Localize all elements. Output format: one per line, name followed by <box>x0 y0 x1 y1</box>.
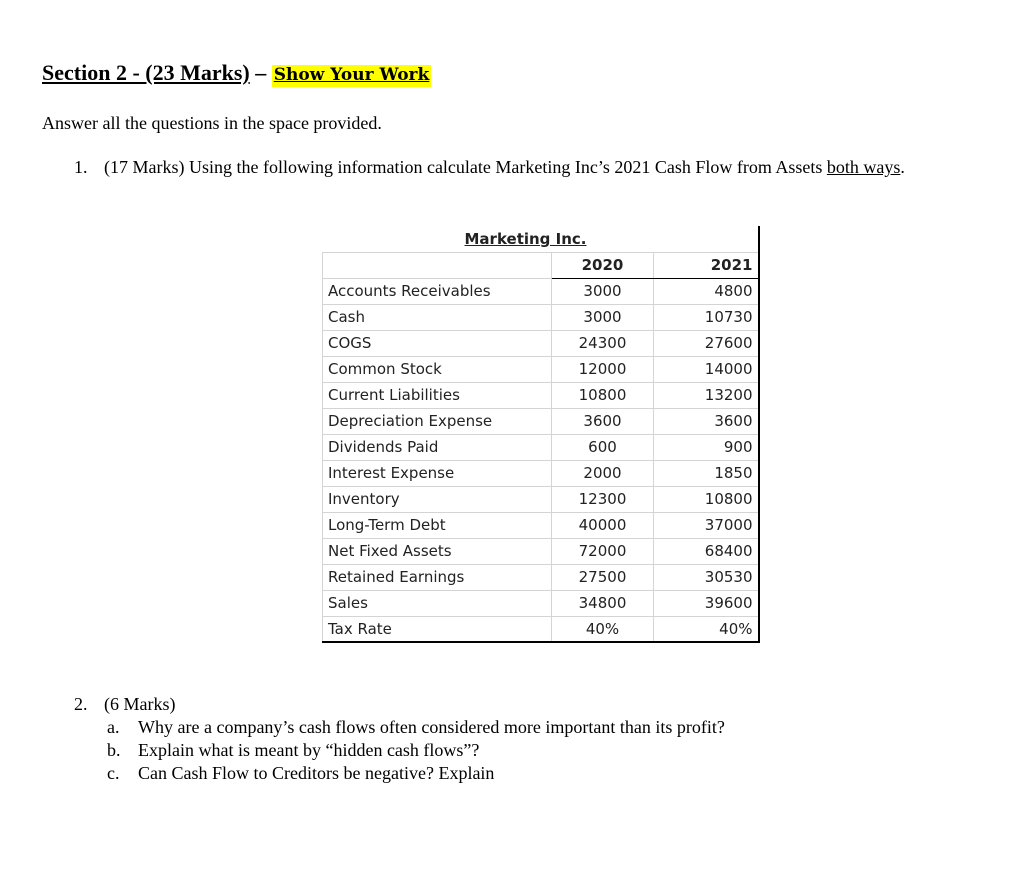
row-label: Tax Rate <box>323 616 552 642</box>
value-2021: 4800 <box>654 278 759 304</box>
table-row <box>323 538 759 564</box>
question-1-end: . <box>900 157 905 177</box>
header-2021: 2021 <box>654 252 759 278</box>
value-2021: 1850 <box>654 460 759 486</box>
value-2020: 3000 <box>552 278 654 304</box>
row-label: Long-Term Debt <box>323 512 552 538</box>
value-2021: 10800 <box>654 486 759 512</box>
value-2020: 3000 <box>552 304 654 330</box>
value-2021: 39600 <box>654 590 759 616</box>
value-2020: 10800 <box>552 382 654 408</box>
financial-table <box>322 226 760 643</box>
table-row <box>323 590 759 616</box>
table-row <box>323 486 759 512</box>
row-label: Sales <box>323 590 552 616</box>
header-2020: 2020 <box>552 252 654 278</box>
value-2021: 14000 <box>654 356 759 382</box>
value-2020: 24300 <box>552 330 654 356</box>
row-label: COGS <box>323 330 552 356</box>
value-2020: 3600 <box>552 408 654 434</box>
question-2-part-b: b. Explain what is meant by “hidden cash flows”? <box>107 740 480 760</box>
instructions: Answer all the questions in the space provided. <box>42 113 382 133</box>
row-label: Interest Expense <box>323 460 552 486</box>
section-heading: Section 2 - (23 Marks) <box>42 60 250 85</box>
row-label: Retained Earnings <box>323 564 552 590</box>
value-2021: 3600 <box>654 408 759 434</box>
question-2-text: (6 Marks) <box>104 694 176 714</box>
table-row <box>323 408 759 434</box>
value-2021: 13200 <box>654 382 759 408</box>
table-row <box>323 382 759 408</box>
row-label: Inventory <box>323 486 552 512</box>
value-2020: 2000 <box>552 460 654 486</box>
question-2-part-c: c. Can Cash Flow to Creditors be negative? Explain <box>107 763 495 783</box>
row-label: Cash <box>323 304 552 330</box>
value-2021: 30530 <box>654 564 759 590</box>
table-header-row <box>323 252 759 278</box>
section-dash: – <box>249 60 272 85</box>
table-caption: Marketing Inc. <box>464 229 587 248</box>
table-row <box>323 304 759 330</box>
question-1-underlined: both ways <box>826 157 901 177</box>
show-work-highlight: Show Your Work <box>273 65 430 85</box>
row-label: Common Stock <box>323 356 552 382</box>
value-2021: 27600 <box>654 330 759 356</box>
value-2020: 12000 <box>552 356 654 382</box>
table-row <box>323 616 759 642</box>
row-label: Depreciation Expense <box>323 408 552 434</box>
value-2020: 600 <box>552 434 654 460</box>
value-2020: 34800 <box>552 590 654 616</box>
value-2021: 68400 <box>654 538 759 564</box>
value-2021: 10730 <box>654 304 759 330</box>
value-2021: 40% <box>654 616 759 642</box>
table-row <box>323 512 759 538</box>
row-label: Current Liabilities <box>323 382 552 408</box>
table-row <box>323 460 759 486</box>
value-2020: 40000 <box>552 512 654 538</box>
value-2021: 37000 <box>654 512 759 538</box>
value-2020: 27500 <box>552 564 654 590</box>
table-row <box>323 564 759 590</box>
value-2020: 40% <box>552 616 654 642</box>
question-1-text: (17 Marks) Using the following information calculate Marketing Inc’s 2021 Cash Flow from Assets <box>104 157 827 177</box>
table-row <box>323 434 759 460</box>
table-row <box>323 330 759 356</box>
table-row <box>323 278 759 304</box>
question-1-number: 1. <box>74 157 88 177</box>
section-title <box>42 60 431 86</box>
question-1 <box>74 157 905 178</box>
question-2-number: 2. <box>74 694 88 714</box>
question-2-part-a: a. Why are a company’s cash flows often considered more important than its profit? <box>107 717 725 737</box>
value-2020: 72000 <box>552 538 654 564</box>
row-label: Dividends Paid <box>323 434 552 460</box>
row-label: Accounts Receivables <box>323 278 552 304</box>
value-2021: 900 <box>654 434 759 460</box>
row-label: Net Fixed Assets <box>323 538 552 564</box>
table-row <box>323 356 759 382</box>
question-2 <box>74 693 725 785</box>
value-2020: 12300 <box>552 486 654 512</box>
